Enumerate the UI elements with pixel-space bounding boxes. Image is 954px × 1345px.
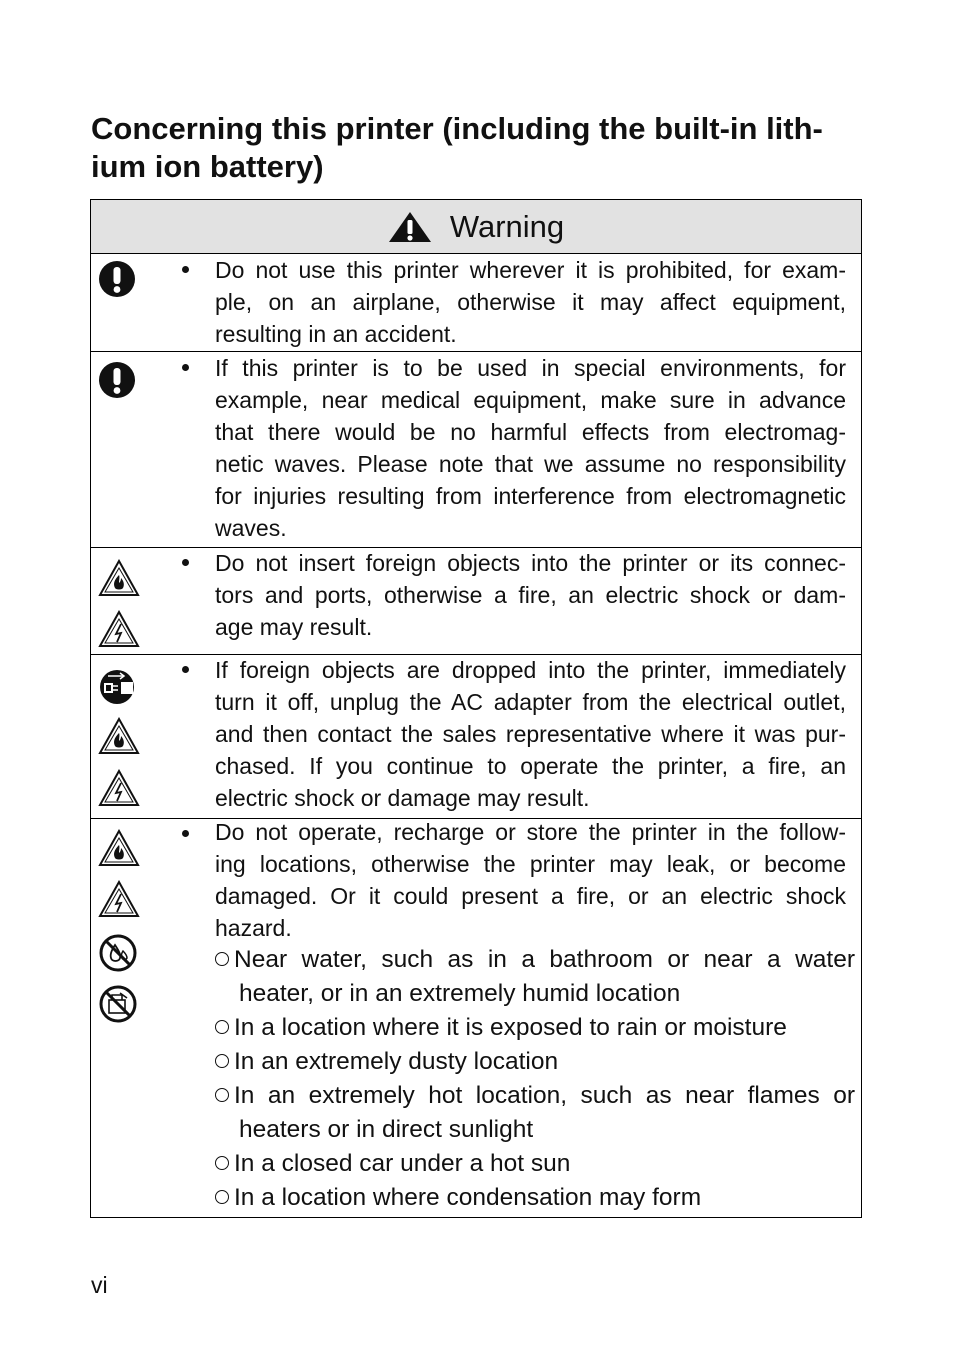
- location-item: [215, 1079, 855, 1147]
- text-line: If this printer is to be used in special environments, for: [215, 355, 846, 381]
- circle-bullet-icon: [215, 1156, 229, 1170]
- warning-text: [215, 654, 846, 814]
- section-heading-line-2: ium ion battery): [91, 149, 324, 184]
- text-line: damaged. Or it could present a fire, or an electric shock: [215, 883, 846, 909]
- fire-warning-icon: [98, 559, 140, 597]
- text-line: ple, on an airplane, otherwise it may affect equipment,: [215, 289, 846, 315]
- warning-row-4: [91, 655, 861, 819]
- electric-shock-warning-icon: [98, 610, 140, 648]
- location-item: [215, 1011, 855, 1045]
- warning-table-header: [91, 200, 861, 254]
- bullet: [182, 266, 189, 273]
- location-list: [215, 943, 855, 1215]
- location-item: [215, 1181, 855, 1215]
- text-line: netic waves. Please note that we assume no responsibility: [215, 451, 846, 477]
- warning-row-3: [91, 548, 861, 655]
- location-text: In an extremely dusty location: [234, 1048, 559, 1075]
- warning-row-1: [91, 254, 861, 352]
- section-heading-line-1: Concerning this printer (including the built-in lith-: [91, 111, 823, 146]
- unplug-icon: [98, 668, 138, 706]
- text-line: Do not use this printer wherever it is prohibited, for exam-: [215, 257, 846, 283]
- warning-label: Warning: [449, 208, 565, 244]
- warning-text: [215, 352, 846, 544]
- no-disassembly-icon: [98, 984, 138, 1024]
- location-text: Near water, such as in a bathroom or near a water: [234, 946, 855, 973]
- text-line: chased. If you continue to operate the printer, a fire, an: [215, 753, 846, 779]
- location-text: In an extremely hot location, such as near flames or: [234, 1082, 855, 1109]
- location-text: In a closed car under a hot sun: [234, 1150, 571, 1177]
- location-text-cont: heaters or in direct sunlight: [239, 1116, 534, 1143]
- page-number: vi: [91, 1272, 108, 1298]
- text-line: example, near medical equipment, make sure in advance: [215, 387, 846, 413]
- location-item: [215, 1045, 855, 1079]
- text-line: resulting in an accident.: [215, 321, 457, 347]
- circle-bullet-icon: [215, 1190, 229, 1204]
- location-item: [215, 943, 855, 1011]
- location-text-cont: heater, or in an extremely humid location: [239, 980, 681, 1007]
- circle-bullet-icon: [215, 1054, 229, 1068]
- text-line: waves.: [215, 515, 287, 541]
- warning-text: [215, 254, 846, 350]
- location-line-wrap: [215, 943, 855, 977]
- bullet: [182, 364, 189, 371]
- location-item: [215, 1147, 855, 1181]
- location-text: In a location where it is exposed to rain or moisture: [234, 1014, 787, 1041]
- warning-row-2: [91, 352, 861, 548]
- mandatory-action-icon: [98, 260, 136, 298]
- text-line: ing locations, otherwise the printer may leak, or become: [215, 851, 846, 877]
- fire-warning-icon: [98, 717, 140, 755]
- text-line: tors and ports, otherwise a fire, an electric shock or dam-: [215, 582, 846, 608]
- circle-bullet-icon: [215, 952, 229, 966]
- location-text: In a location where condensation may form: [234, 1184, 702, 1211]
- text-line: hazard.: [215, 915, 292, 941]
- text-line: turn it off, unplug the AC adapter from the electrical outlet,: [215, 689, 846, 715]
- text-line: that there would be no harmful effects from electromag-: [215, 419, 846, 445]
- text-line: age may result.: [215, 614, 373, 640]
- text-line: for injuries resulting from interference from electromagnetic: [215, 483, 846, 509]
- warning-text: [215, 547, 846, 643]
- text-line: Do not insert foreign objects into the printer or its connec-: [215, 550, 846, 576]
- warning-triangle-icon: [388, 211, 432, 243]
- warning-row-5: [91, 819, 861, 1217]
- section-heading: [91, 110, 861, 186]
- text-line: If foreign objects are dropped into the printer, immediately: [215, 657, 846, 683]
- text-line: Do not operate, recharge or store the printer in the follow-: [215, 819, 846, 845]
- fire-warning-icon: [98, 829, 140, 867]
- bullet: [182, 830, 189, 837]
- bullet: [182, 666, 189, 673]
- warning-text: [215, 816, 846, 944]
- circle-bullet-icon: [215, 1020, 229, 1034]
- warning-table: [90, 199, 862, 1218]
- location-line-wrap: [215, 1079, 855, 1113]
- text-line: and then contact the sales representative where it was pur-: [215, 721, 846, 747]
- no-water-icon: [98, 933, 138, 973]
- electric-shock-warning-icon: [98, 880, 140, 918]
- text-line: electric shock or damage may result.: [215, 785, 590, 811]
- mandatory-action-icon: [98, 361, 136, 399]
- bullet: [182, 559, 189, 566]
- circle-bullet-icon: [215, 1088, 229, 1102]
- electric-shock-warning-icon: [98, 769, 140, 807]
